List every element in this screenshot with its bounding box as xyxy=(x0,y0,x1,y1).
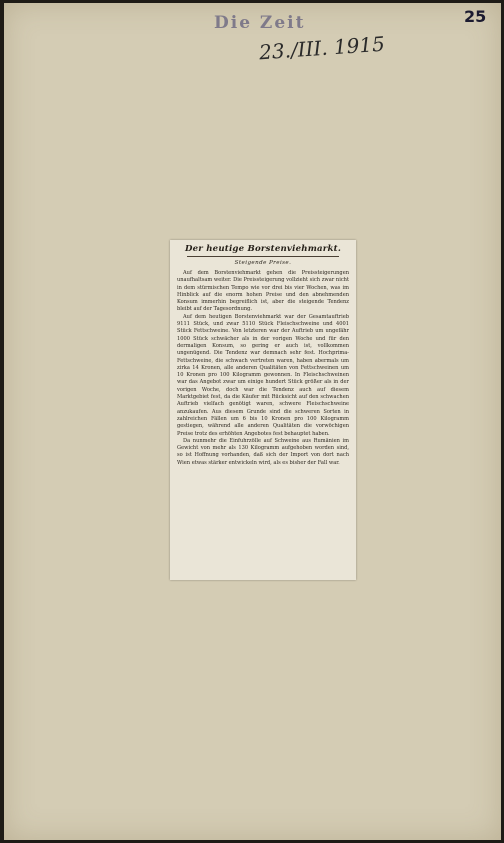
article-paragraph: Auf dem Borstenviehmarkt gehen die Preissteigerungen unaufhaltsam weiter. Die Preissteigerung vollzieht sich zwar nicht in dem stürmischen Tempo wie vor drei bis vier Wochen, was im Hinblick auf die enorm hohen Preise und den abnehmenden Konsum immerhin begreiflich ist, aber die steigende Tendenz bleibt auf der Tagesordnung. xyxy=(177,270,349,313)
newspaper-stamp: Die Zeit xyxy=(214,13,306,33)
page-number: 25 xyxy=(464,7,487,26)
headline-divider xyxy=(187,256,339,257)
article-headline: Der heutige Borstenviehmarkt. xyxy=(184,244,342,254)
article-subheadline: Steigende Preise. xyxy=(234,260,292,266)
archive-page xyxy=(4,3,501,840)
newspaper-clipping xyxy=(170,240,356,580)
article-paragraph: Da nunmehr die Einfuhrzölle auf Schweine aus Rumänien im Gewicht von mehr als 130 Kilogramm aufgehoben worden sind, so ist Hoffnung vorhanden, daß sich der Import von dort nach Wien etwas stärker entwickeln wird, als es bisher der Fall war. xyxy=(177,437,349,466)
article-paragraph: Auf dem heutigen Borstenviehmarkt war der Gesamtauftrieb 9111 Stück, und zwar 5110 Stück Fleischschweine und 4001 Stück Fettschweine. Von letzteren war der Auftrieb um ungefähr 1000 Stück schwächer als in der vorigen Woche und für den dermaligen Konsum, so gering er auch ist, vollkommen ungenügend. Die Tendenz war demnach sehr fest. Hochprima-Fettschweine, die schwach vertreten waren, haben abermals um zirka 14 Kronen, alle anderen Qualitäten von Fettschweinen um 10 Kronen pro 100 Kilogramm gewonnen. In Fleischschweinen war das Angebot zwar um einige hundert Stück größer als in der vorigen Woche, doch war die Tendenz auch auf diesem Marktgebiet fest, da die Käufer mit Rücksicht auf den schwachen Auftrieb vielfach genötigt waren, schwere Fleischschweine anzukaufen. Aus diesem Grunde sind die schweren Sorten in zahlreichen Fällen um 6 bis 10 Kronen pro 100 Kilogramm gestiegen, während alle anderen Qualitäten die vorwöchigen Preise trotz des erhöhten Angebotes fest behauptet haben. xyxy=(177,313,349,437)
handwritten-date: 23./III. 1915 xyxy=(258,31,386,65)
